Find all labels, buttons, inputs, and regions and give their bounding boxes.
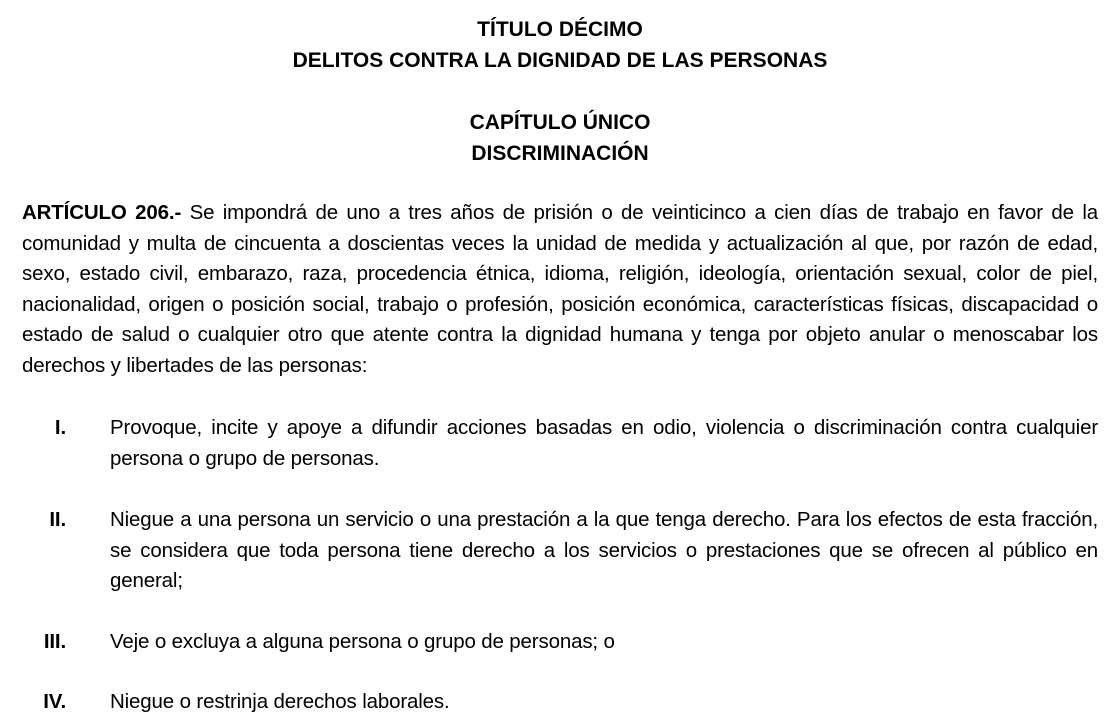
fraction-text: Niegue a una persona un servicio o una prestación a la que tenga derecho. Para los efectos de esta fracción, se considera que toda persona tiene derecho a los servicios o prestaciones que se ofrecen al público en general; [110,508,1098,592]
title-block [22,14,1098,76]
chapter-block [22,107,1098,169]
fraction-numeral: IV. [43,690,66,713]
article-text: Se impondrá de uno a tres años de prisión o de veinticinco a cien días de trabajo en favor de la comunidad y multa de cincuenta a doscientas veces la unidad de medida y actualización al que, por razón de edad, sexo, estado civil, embarazo, raza, procedencia étnica, idioma, religión, ideología, orientación sexual, color de piel, nacionalidad, origen o posición social, trabajo o profesión, posición económica, características físicas, discapacidad o estado de salud o cualquier otro que atente contra la dignidad humana y tenga por objeto anular o menoscabar los derechos y libertades de las personas: [22,201,1098,377]
fraction-numeral: II. [49,508,66,531]
fraction-numeral: I. [54,416,66,439]
document-page [22,0,1098,716]
fraction-numeral: III. [43,630,66,653]
article-paragraph [22,198,1098,381]
chapter-subheading: DISCRIMINACIÓN [471,142,649,165]
fraction-text: Veje o excluya a alguna persona o grupo de personas; o [110,630,615,653]
article-label: ARTÍCULO 206.- [22,201,182,224]
fraction-text: Niegue o restrinja derechos laborales. [110,690,450,713]
chapter-heading: CAPÍTULO ÚNICO [469,111,651,134]
fraction-text: Provoque, incite y apoye a difundir acciones basadas en odio, violencia o discriminación contra cualquier persona o grupo de personas. [110,416,1098,470]
title-subheading: DELITOS CONTRA LA DIGNIDAD DE LAS PERSONAS [292,49,828,72]
title-heading: TÍTULO DÉCIMO [477,18,643,41]
